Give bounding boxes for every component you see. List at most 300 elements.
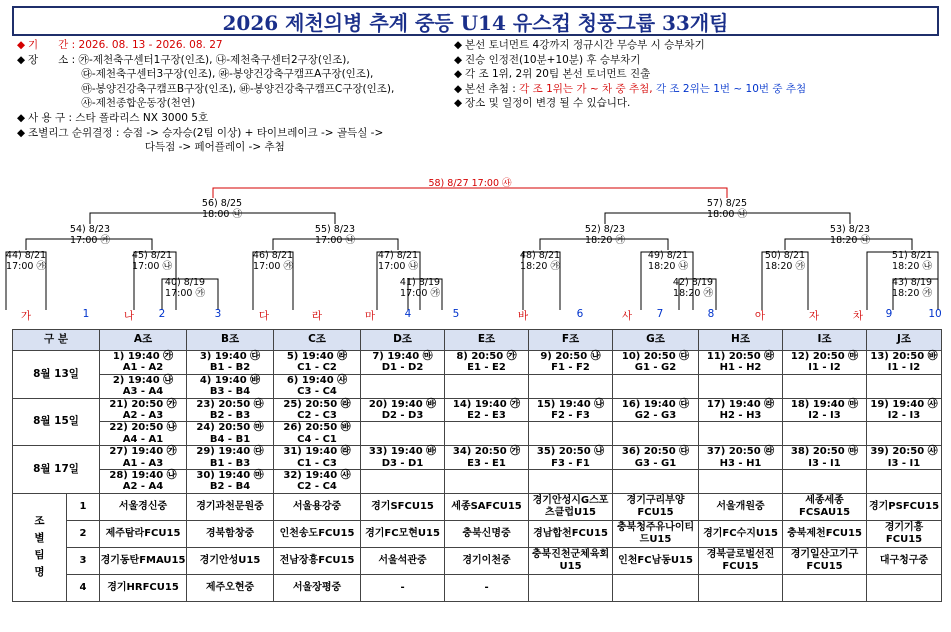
match-line: E1 - E2 xyxy=(467,362,506,374)
day-label: 8월 15일 xyxy=(13,398,100,446)
quarterfinal xyxy=(830,224,870,246)
match-cell xyxy=(529,470,613,494)
bullet-icon: ◆ xyxy=(453,39,463,51)
match-line: D2 - D3 xyxy=(381,410,424,422)
team-name: 경기PSFCU15 xyxy=(867,493,942,520)
match-cell xyxy=(867,398,942,422)
info-right-column xyxy=(451,38,941,111)
winner-slot-label: 사 xyxy=(621,310,633,322)
match-line: 33) 19:40 ㉳ xyxy=(368,446,437,458)
match-line: C2 - C4 xyxy=(297,481,337,493)
match-line: 32) 19:40 ㉴ xyxy=(283,470,351,482)
match-line: C3 - C4 xyxy=(297,386,337,398)
info-line xyxy=(14,111,446,126)
round-of-16 xyxy=(253,250,293,272)
team-slot-number: 3 xyxy=(67,547,100,574)
team-slot-number: 1 xyxy=(67,493,100,520)
team-slot-number: 2 xyxy=(67,520,100,547)
match-line: 20) 19:40 ㉳ xyxy=(368,398,437,410)
play-in-match xyxy=(673,277,713,299)
match-cell xyxy=(274,470,361,494)
header-cell: 구 분 xyxy=(13,330,100,351)
runner-up-slot-label: 7 xyxy=(656,308,664,320)
match-line: A2 - A3 xyxy=(122,410,164,422)
match-cell xyxy=(699,351,783,375)
schedule-row xyxy=(13,398,942,422)
info-text: ㉰-제천축구센터3구장(인조), ㉱-봉양건강축구캠프A구장(인조), xyxy=(28,68,374,81)
bracket-line xyxy=(213,188,727,198)
info-text: 조별리그 순위결정 : 승점 -> 승자승(2팀 이상) + 타이브레이크 -> 골득실 -> xyxy=(28,126,384,139)
bracket-text: 56) 8/25 xyxy=(201,198,243,209)
info-text: ㉲-봉양건강축구캠프B구장(인조), ㉳-봉양건강축구캠프C구장(인조), xyxy=(28,82,395,95)
runner-up-slot-label: 6 xyxy=(576,308,584,320)
play-in-match xyxy=(165,277,205,299)
match-line: 1) 19:40 ㉮ xyxy=(112,351,174,362)
bullet-icon: ◆ xyxy=(453,97,463,110)
match-cell xyxy=(783,470,867,494)
round-of-16 xyxy=(892,250,932,272)
match-cell xyxy=(274,398,361,422)
team-name: 경남합천FCU15 xyxy=(529,520,613,547)
winner-slot-label: 차 xyxy=(852,310,864,322)
match-line: B2 - B4 xyxy=(209,481,251,493)
bracket-text: 17:00 ㉮ xyxy=(400,288,440,299)
team-slot-number: 4 xyxy=(67,574,100,601)
info-text: 장소 및 일정이 변경 될 수 있습니다. xyxy=(465,97,631,110)
schedule-row xyxy=(13,422,942,446)
match-cell xyxy=(529,374,613,398)
match-line: 5) 19:40 ㉱ xyxy=(286,351,348,362)
bullet-icon: ◆ xyxy=(453,82,463,95)
match-line: F3 - F1 xyxy=(551,457,590,469)
bracket-text: 18:20 ㉯ xyxy=(648,261,688,272)
match-line: 6) 19:40 ㉴ xyxy=(286,374,348,386)
info-line xyxy=(14,140,446,155)
schedule-row xyxy=(13,470,942,494)
match-line: A3 - A4 xyxy=(122,386,164,398)
winner-slot-label: 아 xyxy=(754,310,766,322)
winner-slot-label: 가 xyxy=(20,310,32,322)
match-cell xyxy=(783,446,867,470)
runner-up-slot-label: 1 xyxy=(82,308,90,320)
runner-up-slot-label: 4 xyxy=(404,308,412,320)
bracket-text: 48) 8/21 xyxy=(519,250,561,261)
match-cell xyxy=(529,446,613,470)
team-name: 서울장평중 xyxy=(274,574,361,601)
info-line xyxy=(14,53,446,68)
team-name: 서울용강중 xyxy=(274,493,361,520)
match-line: 26) 20:50 ㉳ xyxy=(283,422,351,434)
match-line: G2 - G3 xyxy=(634,410,677,422)
match-line: 13) 20:50 ㉳ xyxy=(870,351,938,362)
team-name: 서울경신중 xyxy=(100,493,187,520)
match-cell xyxy=(867,374,942,398)
team-name: 경기FC모현U15 xyxy=(361,520,445,547)
match-line: I2 - I3 xyxy=(887,410,921,422)
team-name xyxy=(529,574,613,601)
schedule-row xyxy=(13,446,942,470)
schedule-row xyxy=(13,351,942,375)
match-line: 35) 20:50 ㉯ xyxy=(536,446,605,458)
match-line: I1 - I2 xyxy=(887,362,921,374)
match-cell xyxy=(445,351,529,375)
header-cell: E조 xyxy=(445,330,529,351)
bracket-text: 17:00 ㉯ xyxy=(378,261,418,272)
match-cell xyxy=(187,470,274,494)
match-cell xyxy=(613,470,699,494)
bracket-text: 47) 8/21 xyxy=(377,250,419,261)
runner-up-slot-label: 5 xyxy=(452,308,460,320)
team-name: 경기HRFCU15 xyxy=(100,574,187,601)
match-cell xyxy=(699,446,783,470)
team-name: 충북제천FCU15 xyxy=(783,520,867,547)
bracket-text: 17:00 ㉮ xyxy=(6,261,46,272)
match-cell xyxy=(867,351,942,375)
semi-left xyxy=(202,198,242,220)
bullet-icon: ◆ xyxy=(16,111,26,124)
team-name: 경북함창중 xyxy=(187,520,274,547)
draw-rule-winners: 각 조 1위는 가 ~ 차 중 추첨, xyxy=(519,82,653,95)
header-cell: H조 xyxy=(699,330,783,351)
header-cell: D조 xyxy=(361,330,445,351)
info-line xyxy=(451,53,941,68)
bracket-text: 18:00 ㉯ xyxy=(707,209,747,220)
match-line: 19) 19:40 ㉴ xyxy=(870,398,938,410)
match-line: B1 - B2 xyxy=(209,362,251,374)
match-line: G3 - G1 xyxy=(634,457,677,469)
bracket-text: 18:20 ㉮ xyxy=(765,261,805,272)
team-name: 경기일산고기구FCU15 xyxy=(783,547,867,574)
round-of-16 xyxy=(648,250,688,272)
team-name: - xyxy=(445,574,529,601)
match-line: 15) 19:40 ㉯ xyxy=(536,398,605,410)
bracket-text: 52) 8/23 xyxy=(584,224,626,235)
runner-up-slot-label: 8 xyxy=(707,308,715,320)
match-cell xyxy=(274,446,361,470)
match-line: 22) 20:50 ㉯ xyxy=(109,422,177,434)
match-cell xyxy=(613,422,699,446)
match-line: A1 - A2 xyxy=(122,362,164,374)
bracket-text: 55) 8/23 xyxy=(314,224,356,235)
round-of-16 xyxy=(132,250,172,272)
match-cell xyxy=(529,398,613,422)
match-cell xyxy=(100,422,187,446)
semi-right xyxy=(707,198,747,220)
bullet-icon: ◆ xyxy=(16,53,26,66)
match-line: 10) 20:50 ㉰ xyxy=(621,351,690,362)
info-text: 장 소 : ㉮-제천축구센터1구장(인조), ㉯-제천축구센터2구장(인조), xyxy=(28,53,350,66)
bullet-icon: ◆ xyxy=(16,39,26,51)
match-cell xyxy=(445,398,529,422)
team-name: 경기이천중 xyxy=(445,547,529,574)
match-cell xyxy=(274,422,361,446)
bracket-text: 40) 8/19 xyxy=(164,277,206,288)
bracket-text: 18:00 ㉯ xyxy=(202,209,242,220)
page-title: 2026 제천의병 추계 중등 U14 유스컵 청풍그룹 33개팀 xyxy=(12,6,939,36)
bracket-text: 17:00 ㉯ xyxy=(315,235,355,246)
info-line xyxy=(451,67,941,82)
header-cell: B조 xyxy=(187,330,274,351)
info-text: 진승 인정전(10분+10분) 후 승부차기 xyxy=(465,53,641,66)
bracket-text: 42) 8/19 xyxy=(672,277,714,288)
match-line: 11) 20:50 ㉱ xyxy=(706,351,775,362)
match-cell xyxy=(361,422,445,446)
match-line: 23) 20:50 ㉰ xyxy=(196,398,264,410)
winner-slot-label: 자 xyxy=(808,310,820,322)
match-line: F1 - F2 xyxy=(551,362,590,374)
match-line: A1 - A3 xyxy=(122,457,164,469)
match-line: 34) 20:50 ㉮ xyxy=(452,446,521,458)
bracket-text: 18:20 ㉮ xyxy=(520,261,560,272)
match-cell xyxy=(613,374,699,398)
match-cell xyxy=(699,374,783,398)
runner-up-slot-label: 3 xyxy=(214,308,222,320)
team-name xyxy=(699,574,783,601)
bracket-text: 57) 8/25 xyxy=(706,198,748,209)
team-name: 충북신명중 xyxy=(445,520,529,547)
match-line: E2 - E3 xyxy=(467,410,506,422)
match-cell xyxy=(867,422,942,446)
match-line: 39) 20:50 ㉴ xyxy=(870,446,938,458)
match-cell xyxy=(361,470,445,494)
match-line: 3) 19:40 ㉰ xyxy=(199,351,261,362)
header-cell: G조 xyxy=(613,330,699,351)
team-name: 인천FC남동U15 xyxy=(613,547,699,574)
match-line: 31) 19:40 ㉱ xyxy=(283,446,351,458)
match-line: 24) 20:50 ㉲ xyxy=(196,422,264,434)
match-line: B3 - B4 xyxy=(209,386,251,398)
bracket-text: 43) 8/19 xyxy=(891,277,933,288)
quarterfinal xyxy=(315,224,355,246)
match-line: D3 - D1 xyxy=(381,457,424,469)
info-text: 본선 추첨 : xyxy=(465,82,516,95)
match-line: 18) 19:40 ㉲ xyxy=(790,398,859,410)
match-line: 명 xyxy=(34,566,45,579)
play-in-match xyxy=(400,277,440,299)
winner-slot-label: 라 xyxy=(311,310,323,322)
match-cell xyxy=(529,351,613,375)
header-cell: F조 xyxy=(529,330,613,351)
match-line: 별 xyxy=(34,532,45,545)
match-cell xyxy=(699,470,783,494)
runner-up-slot-label: 2 xyxy=(158,308,166,320)
match-line: I2 - I3 xyxy=(808,410,841,422)
match-cell xyxy=(613,446,699,470)
match-line: 16) 19:40 ㉰ xyxy=(621,398,690,410)
play-in-match xyxy=(892,277,932,299)
winner-slot-label: 바 xyxy=(517,310,529,322)
schedule-row xyxy=(13,374,942,398)
team-name xyxy=(867,574,942,601)
match-cell xyxy=(783,351,867,375)
group-schedule-table xyxy=(12,329,942,602)
match-line: 36) 20:50 ㉰ xyxy=(621,446,690,458)
match-line: 37) 20:50 ㉱ xyxy=(706,446,775,458)
match-cell xyxy=(699,398,783,422)
team-name: 경기구리부양FCU15 xyxy=(613,493,699,520)
team-name: 충북진천군체육회U15 xyxy=(529,547,613,574)
match-cell xyxy=(529,422,613,446)
match-line: 8) 20:50 ㉮ xyxy=(456,351,517,362)
info-text: 본선 토너먼트 4강까지 정규시간 무승부 시 승부차기 xyxy=(465,39,705,51)
match-line: E3 - E1 xyxy=(467,457,506,469)
match-cell xyxy=(187,374,274,398)
match-line: A2 - A4 xyxy=(122,481,164,493)
team-name: 경기안성U15 xyxy=(187,547,274,574)
team-name: 경기FC수지U15 xyxy=(699,520,783,547)
match-cell xyxy=(445,470,529,494)
info-text: 다득점 -> 페어플레이 -> 추첨 xyxy=(28,141,285,154)
match-line: 4) 19:40 ㉳ xyxy=(199,374,261,386)
match-line: 25) 20:50 ㉱ xyxy=(283,398,351,410)
info-text: 각 조 1위, 2위 20팀 본선 토너먼트 진출 xyxy=(465,68,651,81)
team-name: 경기안성시G스포츠클럽U15 xyxy=(529,493,613,520)
header-cell: C조 xyxy=(274,330,361,351)
match-line: 팀 xyxy=(34,549,45,562)
match-line: 17) 19:40 ㉱ xyxy=(706,398,775,410)
bracket-text: 45) 8/21 xyxy=(131,250,173,261)
bracket-text: 50) 8/21 xyxy=(764,250,806,261)
team-row xyxy=(13,547,942,574)
team-name: 제주오현중 xyxy=(187,574,274,601)
quarterfinal xyxy=(70,224,110,246)
bracket-text: 18:20 ㉮ xyxy=(892,288,932,299)
info-line xyxy=(14,82,446,97)
final-match xyxy=(428,178,511,189)
match-cell xyxy=(361,374,445,398)
bracket-text: 41) 8/19 xyxy=(399,277,441,288)
match-line: 27) 19:40 ㉮ xyxy=(109,446,177,458)
match-cell xyxy=(100,398,187,422)
draw-rule-runners-up: 각 조 2위는 1번 ~ 10번 중 추첨 xyxy=(655,82,807,95)
round-of-16 xyxy=(378,250,418,272)
day-label: 8월 13일 xyxy=(13,351,100,399)
runner-up-slot-label: 10 xyxy=(928,308,942,320)
bullet-icon: ◆ xyxy=(453,68,463,81)
team-row xyxy=(13,493,942,520)
match-line: C1 - C3 xyxy=(297,457,337,469)
match-line: F2 - F3 xyxy=(551,410,590,422)
match-cell xyxy=(361,351,445,375)
winner-slot-label: 나 xyxy=(123,310,135,322)
header-cell: A조 xyxy=(100,330,187,351)
round-of-16 xyxy=(6,250,46,272)
header-cell: J조 xyxy=(867,330,942,351)
teams-label xyxy=(13,493,67,601)
match-cell xyxy=(867,470,942,494)
match-cell xyxy=(274,374,361,398)
match-line: B1 - B3 xyxy=(209,457,251,469)
info-line xyxy=(451,82,941,97)
match-line: 29) 19:40 ㉰ xyxy=(196,446,264,458)
bracket-text: 54) 8/23 xyxy=(69,224,111,235)
match-cell xyxy=(613,398,699,422)
match-cell xyxy=(867,446,942,470)
bracket-text: 17:00 ㉮ xyxy=(165,288,205,299)
bracket-text: 18:20 ㉮ xyxy=(585,235,625,246)
match-line: 7) 19:40 ㉲ xyxy=(372,351,433,362)
match-line: I3 - I1 xyxy=(808,457,841,469)
bracket-text: 18:20 ㉯ xyxy=(892,261,932,272)
bracket-text: 46) 8/21 xyxy=(252,250,294,261)
team-name: 제주탐라FCU15 xyxy=(100,520,187,547)
info-line xyxy=(451,96,941,111)
bracket-text: 51) 8/21 xyxy=(891,250,933,261)
round-of-16 xyxy=(765,250,805,272)
team-name xyxy=(613,574,699,601)
bullet-icon: ◆ xyxy=(16,126,26,139)
match-cell xyxy=(274,351,361,375)
match-line: 30) 19:40 ㉲ xyxy=(196,470,264,482)
team-name: 경기SFCU15 xyxy=(361,493,445,520)
schedule-header-row xyxy=(13,330,942,351)
team-name: 세종세종FCSAU15 xyxy=(783,493,867,520)
match-cell xyxy=(445,446,529,470)
match-line: B4 - B1 xyxy=(209,433,251,445)
match-cell xyxy=(187,422,274,446)
bracket-text: 49) 8/21 xyxy=(647,250,689,261)
match-line: H1 - H2 xyxy=(719,362,762,374)
team-name: 서울석관중 xyxy=(361,547,445,574)
team-row xyxy=(13,520,942,547)
match-cell xyxy=(783,374,867,398)
team-row xyxy=(13,574,942,601)
winner-slot-label: 마 xyxy=(364,310,376,322)
tournament-bracket xyxy=(0,176,951,322)
match-line: I1 - I2 xyxy=(808,362,841,374)
bullet-icon: ◆ xyxy=(453,53,463,66)
team-name: 경기기흥FCU15 xyxy=(867,520,942,547)
team-name xyxy=(783,574,867,601)
day-label: 8월 17일 xyxy=(13,446,100,494)
team-name: 대구청구중 xyxy=(867,547,942,574)
match-line: 28) 19:40 ㉯ xyxy=(109,470,177,482)
bracket-text: 44) 8/21 xyxy=(5,250,47,261)
match-cell xyxy=(187,446,274,470)
info-line xyxy=(14,126,446,141)
quarterfinal xyxy=(585,224,625,246)
team-name: 인천송도FCU15 xyxy=(274,520,361,547)
match-line: 14) 19:40 ㉮ xyxy=(452,398,521,410)
info-line xyxy=(451,38,941,53)
info-left-column xyxy=(14,38,446,155)
info-line xyxy=(14,38,446,53)
match-cell xyxy=(361,398,445,422)
team-name: 세종SAFCU15 xyxy=(445,493,529,520)
info-text: 기 간 : 2026. 08. 13 - 2026. 08. 27 xyxy=(28,39,223,51)
match-line: H2 - H3 xyxy=(719,410,762,422)
match-cell xyxy=(187,351,274,375)
bracket-text: 17:00 ㉯ xyxy=(132,261,172,272)
bracket-text: 18:20 ㉯ xyxy=(830,235,870,246)
match-cell xyxy=(613,351,699,375)
bracket-lines xyxy=(0,176,951,322)
bracket-text: 18:20 ㉮ xyxy=(673,288,713,299)
match-cell xyxy=(361,446,445,470)
team-name: - xyxy=(361,574,445,601)
tournament-info xyxy=(14,38,939,178)
match-line: 38) 20:50 ㉲ xyxy=(790,446,859,458)
match-cell xyxy=(783,422,867,446)
match-line: G1 - G2 xyxy=(634,362,677,374)
round-of-16 xyxy=(520,250,560,272)
runner-up-slot-label: 9 xyxy=(885,308,893,320)
match-line: D1 - D2 xyxy=(381,362,424,374)
match-line: A4 - A1 xyxy=(122,433,164,445)
match-cell xyxy=(100,374,187,398)
header-cell: I조 xyxy=(783,330,867,351)
info-line xyxy=(14,96,446,111)
